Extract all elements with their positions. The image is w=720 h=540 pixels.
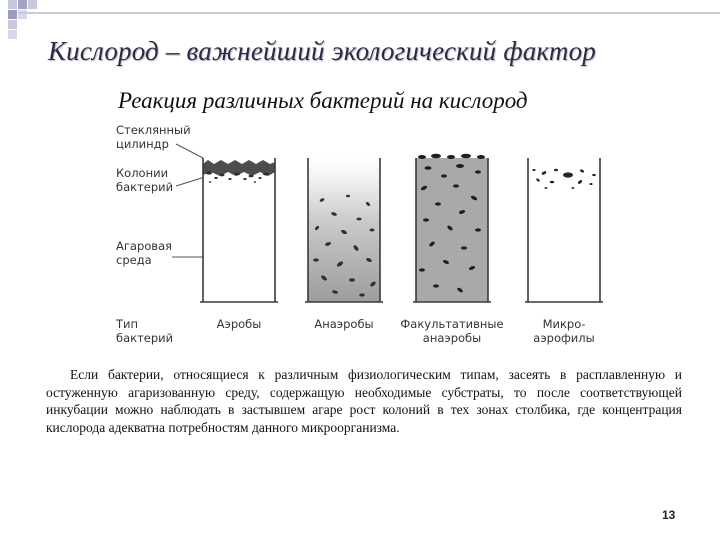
slide-title: Кислород – важнейший экологический фактор <box>48 36 596 66</box>
label-colonies-2: бактерий <box>116 180 174 194</box>
label-agar-1: Агаровая <box>116 239 173 253</box>
tube-label-microaerophiles-1: Микро- <box>542 317 586 331</box>
label-glass-cylinder-1: Стеклянный <box>116 123 191 137</box>
label-agar-2: среда <box>116 253 152 267</box>
tube-label-anaerobes: Анаэробы <box>314 317 374 331</box>
tube-aerobes <box>200 158 278 302</box>
slide-subtitle: Реакция различных бактерий на кислород <box>118 88 528 113</box>
tube-facultative <box>413 154 491 302</box>
corner-decoration <box>0 0 60 40</box>
tube-label-aerobes: Аэробы <box>216 317 262 331</box>
tube-label-facultative-2: анаэробы <box>422 331 482 345</box>
bacteria-oxygen-diagram <box>110 120 630 352</box>
label-type-1: Тип <box>116 317 139 331</box>
tube-label-microaerophiles-2: аэрофилы <box>533 331 595 345</box>
top-rule <box>18 12 720 14</box>
label-glass-cylinder-2: цилиндр <box>116 137 169 151</box>
label-colonies-1: Колонии <box>116 166 169 180</box>
page-number: 13 <box>662 508 676 522</box>
tube-anaerobes <box>305 158 383 302</box>
tube-label-facultative-1: Факультативные <box>400 317 504 331</box>
label-type-2: бактерий <box>116 331 174 345</box>
body-paragraph: Если бактерии, относящиеся к различным физиологическим типам, засеять в расплавленную и остуженную агаризованную среду, содержащую необходимые субстраты, то после соответствующей инкубации можно наблюдать в застывшем агаре рост колоний в тех зонах столбика, где концентрация кислорода адекватна потребностям данного микроорганизма. <box>46 367 682 435</box>
tube-microaerophiles <box>525 158 603 302</box>
